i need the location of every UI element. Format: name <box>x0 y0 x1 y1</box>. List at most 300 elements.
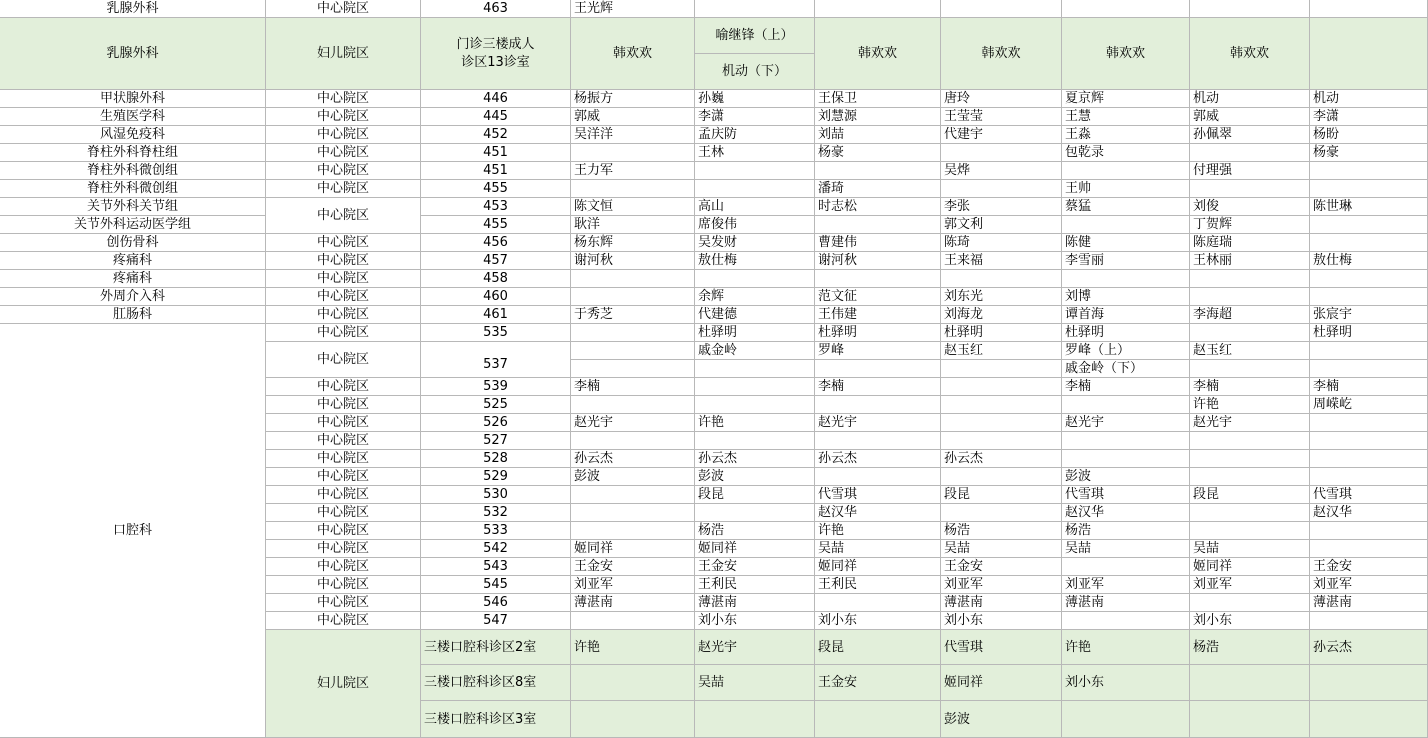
doctor-cell[interactable]: 孙巍 <box>695 90 815 108</box>
doctor-cell[interactable]: 吴喆 <box>695 665 815 701</box>
doctor-cell[interactable]: 段昆 <box>1190 486 1310 504</box>
doctor-cell[interactable]: 王伟建 <box>815 306 941 324</box>
doctor-cell[interactable]: 王金安 <box>571 558 695 576</box>
doctor-cell[interactable]: 韩欢欢 <box>1062 18 1190 90</box>
doctor-cell[interactable]: 李潇 <box>1310 108 1428 126</box>
doctor-cell[interactable] <box>695 504 815 522</box>
campus-cell[interactable]: 中心院区 <box>266 450 421 468</box>
room-cell[interactable]: 445 <box>421 108 571 126</box>
doctor-cell[interactable] <box>1062 162 1190 180</box>
doctor-cell[interactable]: 周嵘屹 <box>1310 396 1428 414</box>
doctor-cell[interactable]: 包乾录 <box>1062 144 1190 162</box>
doctor-cell[interactable] <box>1062 450 1190 468</box>
doctor-cell[interactable]: 薄湛南 <box>571 594 695 612</box>
doctor-cell[interactable]: 杨浩 <box>695 522 815 540</box>
doctor-cell[interactable] <box>1310 450 1428 468</box>
doctor-cell[interactable]: 段昆 <box>941 486 1062 504</box>
doctor-cell[interactable]: 李海超 <box>1190 306 1310 324</box>
department-cell[interactable]: 生殖医学科 <box>0 108 266 126</box>
doctor-cell[interactable]: 李楠 <box>815 378 941 396</box>
doctor-cell[interactable]: 代雪琪 <box>1310 486 1428 504</box>
department-cell[interactable]: 口腔科 <box>0 324 266 738</box>
doctor-cell[interactable]: 代建宇 <box>941 126 1062 144</box>
doctor-cell[interactable]: 段昆 <box>695 486 815 504</box>
campus-cell[interactable]: 中心院区 <box>266 270 421 288</box>
doctor-cell[interactable]: 杨盼 <box>1310 126 1428 144</box>
doctor-cell[interactable]: 刘亚军 <box>571 576 695 594</box>
room-cell[interactable]: 456 <box>421 234 571 252</box>
doctor-cell[interactable]: 许艳 <box>815 522 941 540</box>
doctor-cell[interactable] <box>941 432 1062 450</box>
doctor-cell[interactable]: 王保卫 <box>815 90 941 108</box>
doctor-cell[interactable] <box>1190 360 1310 378</box>
doctor-cell[interactable]: 张宸宇 <box>1310 306 1428 324</box>
doctor-cell[interactable] <box>1310 162 1428 180</box>
doctor-cell[interactable] <box>1190 432 1310 450</box>
room-cell[interactable]: 三楼口腔科诊区3室 <box>421 701 571 738</box>
room-cell[interactable]: 三楼口腔科诊区8室 <box>421 665 571 701</box>
room-cell[interactable]: 539 <box>421 378 571 396</box>
doctor-cell[interactable]: 范文征 <box>815 288 941 306</box>
doctor-cell[interactable]: 孟庆防 <box>695 126 815 144</box>
doctor-cell[interactable]: 刘亚军 <box>1310 576 1428 594</box>
campus-cell[interactable]: 中心院区 <box>266 378 421 396</box>
department-cell[interactable]: 肛肠科 <box>0 306 266 324</box>
doctor-cell[interactable] <box>1310 540 1428 558</box>
doctor-cell[interactable]: 许艳 <box>695 414 815 432</box>
department-cell[interactable]: 创伤骨科 <box>0 234 266 252</box>
room-cell[interactable]: 542 <box>421 540 571 558</box>
doctor-cell[interactable] <box>695 378 815 396</box>
campus-cell[interactable]: 妇儿院区 <box>266 630 421 738</box>
doctor-cell[interactable]: 孙云杰 <box>941 450 1062 468</box>
room-cell[interactable]: 453 <box>421 198 571 216</box>
doctor-cell[interactable]: 机动 <box>1310 90 1428 108</box>
doctor-cell[interactable] <box>1310 432 1428 450</box>
doctor-cell[interactable]: 陈世琳 <box>1310 198 1428 216</box>
doctor-cell[interactable] <box>1062 216 1190 234</box>
doctor-cell[interactable]: 姬同祥 <box>815 558 941 576</box>
doctor-cell[interactable]: 机动（下） <box>695 54 815 90</box>
doctor-cell[interactable] <box>941 0 1062 18</box>
doctor-cell[interactable]: 刘小东 <box>695 612 815 630</box>
doctor-cell[interactable]: 杜驿明 <box>941 324 1062 342</box>
doctor-cell[interactable]: 彭波 <box>941 701 1062 738</box>
doctor-cell[interactable] <box>571 396 695 414</box>
doctor-cell[interactable]: 孙云杰 <box>571 450 695 468</box>
campus-cell[interactable]: 中心院区 <box>266 486 421 504</box>
room-cell[interactable]: 530 <box>421 486 571 504</box>
doctor-cell[interactable]: 时志松 <box>815 198 941 216</box>
doctor-cell[interactable] <box>1310 216 1428 234</box>
doctor-cell[interactable] <box>815 701 941 738</box>
doctor-cell[interactable] <box>695 360 815 378</box>
doctor-cell[interactable]: 杨豪 <box>1310 144 1428 162</box>
doctor-cell[interactable]: 席俊伟 <box>695 216 815 234</box>
doctor-cell[interactable]: 孙云杰 <box>815 450 941 468</box>
doctor-cell[interactable]: 喻继锋（上） <box>695 18 815 54</box>
campus-cell[interactable]: 中心院区 <box>266 594 421 612</box>
doctor-cell[interactable] <box>815 396 941 414</box>
doctor-cell[interactable]: 赵汉华 <box>1062 504 1190 522</box>
doctor-cell[interactable]: 代雪琪 <box>815 486 941 504</box>
doctor-cell[interactable]: 杨振方 <box>571 90 695 108</box>
doctor-cell[interactable]: 吴发财 <box>695 234 815 252</box>
doctor-cell[interactable]: 王利民 <box>815 576 941 594</box>
doctor-cell[interactable]: 王金安 <box>695 558 815 576</box>
doctor-cell[interactable] <box>1062 612 1190 630</box>
doctor-cell[interactable]: 王来福 <box>941 252 1062 270</box>
department-cell[interactable]: 风湿免疫科 <box>0 126 266 144</box>
doctor-cell[interactable] <box>1062 701 1190 738</box>
doctor-cell[interactable] <box>1310 18 1428 90</box>
doctor-cell[interactable]: 戚金岭（下） <box>1062 360 1190 378</box>
doctor-cell[interactable]: 薄湛南 <box>941 594 1062 612</box>
doctor-cell[interactable]: 赵光宇 <box>815 414 941 432</box>
doctor-cell[interactable] <box>571 324 695 342</box>
doctor-cell[interactable] <box>815 432 941 450</box>
doctor-cell[interactable]: 陈文恒 <box>571 198 695 216</box>
doctor-cell[interactable] <box>815 468 941 486</box>
doctor-cell[interactable]: 杨浩 <box>941 522 1062 540</box>
doctor-cell[interactable] <box>1190 665 1310 701</box>
doctor-cell[interactable]: 刘亚军 <box>941 576 1062 594</box>
doctor-cell[interactable] <box>571 701 695 738</box>
doctor-cell[interactable]: 韩欢欢 <box>941 18 1062 90</box>
room-cell[interactable]: 451 <box>421 144 571 162</box>
room-cell[interactable]: 533 <box>421 522 571 540</box>
doctor-cell[interactable]: 潘琦 <box>815 180 941 198</box>
campus-cell[interactable]: 中心院区 <box>266 252 421 270</box>
department-cell[interactable]: 甲状腺外科 <box>0 90 266 108</box>
department-cell[interactable]: 疼痛科 <box>0 270 266 288</box>
room-cell[interactable]: 455 <box>421 180 571 198</box>
doctor-cell[interactable]: 曹建伟 <box>815 234 941 252</box>
doctor-cell[interactable]: 吴洋洋 <box>571 126 695 144</box>
doctor-cell[interactable]: 李雪丽 <box>1062 252 1190 270</box>
campus-cell[interactable]: 中心院区 <box>266 612 421 630</box>
doctor-cell[interactable] <box>1310 270 1428 288</box>
doctor-cell[interactable] <box>815 0 941 18</box>
doctor-cell[interactable]: 彭波 <box>571 468 695 486</box>
campus-cell[interactable]: 中心院区 <box>266 558 421 576</box>
doctor-cell[interactable]: 高山 <box>695 198 815 216</box>
doctor-cell[interactable]: 吴喆 <box>941 540 1062 558</box>
department-cell[interactable]: 疼痛科 <box>0 252 266 270</box>
doctor-cell[interactable]: 王利民 <box>695 576 815 594</box>
doctor-cell[interactable] <box>1190 522 1310 540</box>
doctor-cell[interactable]: 杨东辉 <box>571 234 695 252</box>
doctor-cell[interactable]: 赵光宇 <box>695 630 815 665</box>
doctor-cell[interactable] <box>1310 701 1428 738</box>
room-cell[interactable]: 三楼口腔科诊区2室 <box>421 630 571 665</box>
room-cell[interactable]: 446 <box>421 90 571 108</box>
department-cell[interactable]: 脊柱外科微创组 <box>0 180 266 198</box>
doctor-cell[interactable]: 李楠 <box>1190 378 1310 396</box>
doctor-cell[interactable]: 李张 <box>941 198 1062 216</box>
doctor-cell[interactable]: 敖仕梅 <box>1310 252 1428 270</box>
department-cell[interactable]: 乳腺外科 <box>0 0 266 18</box>
doctor-cell[interactable]: 吴烨 <box>941 162 1062 180</box>
doctor-cell[interactable]: 王金安 <box>941 558 1062 576</box>
doctor-cell[interactable]: 敖仕梅 <box>695 252 815 270</box>
doctor-cell[interactable]: 赵光宇 <box>1062 414 1190 432</box>
doctor-cell[interactable] <box>1310 234 1428 252</box>
room-cell[interactable] <box>421 18 571 90</box>
doctor-cell[interactable]: 李潇 <box>695 108 815 126</box>
doctor-cell[interactable] <box>1190 288 1310 306</box>
doctor-cell[interactable] <box>1310 180 1428 198</box>
doctor-cell[interactable]: 赵玉红 <box>1190 342 1310 360</box>
room-cell[interactable]: 526 <box>421 414 571 432</box>
doctor-cell[interactable] <box>815 162 941 180</box>
room-cell[interactable]: 537 <box>421 342 571 378</box>
room-cell[interactable]: 528 <box>421 450 571 468</box>
doctor-cell[interactable] <box>571 486 695 504</box>
doctor-cell[interactable]: 王林 <box>695 144 815 162</box>
doctor-cell[interactable] <box>571 612 695 630</box>
doctor-cell[interactable]: 谭首海 <box>1062 306 1190 324</box>
room-cell[interactable]: 452 <box>421 126 571 144</box>
room-cell[interactable]: 545 <box>421 576 571 594</box>
doctor-cell[interactable]: 赵光宇 <box>1190 414 1310 432</box>
campus-cell[interactable]: 中心院区 <box>266 90 421 108</box>
doctor-cell[interactable] <box>941 360 1062 378</box>
doctor-cell[interactable]: 刘慧源 <box>815 108 941 126</box>
doctor-cell[interactable]: 耿洋 <box>571 216 695 234</box>
doctor-cell[interactable] <box>695 432 815 450</box>
doctor-cell[interactable]: 姬同祥 <box>695 540 815 558</box>
doctor-cell[interactable] <box>941 144 1062 162</box>
doctor-cell[interactable]: 戚金岭 <box>695 342 815 360</box>
doctor-cell[interactable]: 王林丽 <box>1190 252 1310 270</box>
doctor-cell[interactable] <box>1190 701 1310 738</box>
doctor-cell[interactable]: 陈琦 <box>941 234 1062 252</box>
campus-cell[interactable]: 中心院区 <box>266 144 421 162</box>
doctor-cell[interactable] <box>1310 665 1428 701</box>
campus-cell[interactable]: 中心院区 <box>266 108 421 126</box>
doctor-cell[interactable]: 薄湛南 <box>695 594 815 612</box>
campus-cell[interactable]: 中心院区 <box>266 324 421 342</box>
doctor-cell[interactable] <box>815 216 941 234</box>
doctor-cell[interactable] <box>941 504 1062 522</box>
doctor-cell[interactable]: 刘喆 <box>815 126 941 144</box>
campus-cell[interactable]: 中心院区 <box>266 432 421 450</box>
doctor-cell[interactable] <box>1310 342 1428 360</box>
doctor-cell[interactable]: 谢河秋 <box>815 252 941 270</box>
doctor-cell[interactable]: 罗峰 <box>815 342 941 360</box>
campus-cell[interactable]: 中心院区 <box>266 288 421 306</box>
doctor-cell[interactable]: 杨豪 <box>815 144 941 162</box>
doctor-cell[interactable]: 姬同祥 <box>1190 558 1310 576</box>
doctor-cell[interactable] <box>571 522 695 540</box>
doctor-cell[interactable] <box>1190 0 1310 18</box>
doctor-cell[interactable]: 刘亚军 <box>1062 576 1190 594</box>
doctor-cell[interactable] <box>1310 414 1428 432</box>
doctor-cell[interactable]: 陈庭瑞 <box>1190 234 1310 252</box>
campus-cell[interactable]: 中心院区 <box>266 576 421 594</box>
department-cell[interactable]: 关节外科关节组 <box>0 198 266 216</box>
campus-cell[interactable]: 中心院区 <box>266 162 421 180</box>
doctor-cell[interactable]: 韩欢欢 <box>571 18 695 90</box>
doctor-cell[interactable] <box>571 504 695 522</box>
doctor-cell[interactable]: 刘小东 <box>941 612 1062 630</box>
doctor-cell[interactable]: 段昆 <box>815 630 941 665</box>
doctor-cell[interactable] <box>941 414 1062 432</box>
doctor-cell[interactable] <box>571 288 695 306</box>
doctor-cell[interactable]: 许艳 <box>1062 630 1190 665</box>
doctor-cell[interactable]: 孙云杰 <box>1310 630 1428 665</box>
doctor-cell[interactable]: 孙云杰 <box>695 450 815 468</box>
doctor-cell[interactable] <box>941 270 1062 288</box>
doctor-cell[interactable]: 王淼 <box>1062 126 1190 144</box>
doctor-cell[interactable]: 刘博 <box>1062 288 1190 306</box>
room-cell[interactable]: 547 <box>421 612 571 630</box>
doctor-cell[interactable] <box>941 396 1062 414</box>
doctor-cell[interactable]: 王光辉 <box>571 0 695 18</box>
room-cell[interactable]: 535 <box>421 324 571 342</box>
doctor-cell[interactable] <box>1062 432 1190 450</box>
doctor-cell[interactable]: 薄湛南 <box>1062 594 1190 612</box>
doctor-cell[interactable]: 王金安 <box>815 665 941 701</box>
campus-cell[interactable]: 中心院区 <box>266 234 421 252</box>
doctor-cell[interactable]: 刘东光 <box>941 288 1062 306</box>
campus-cell[interactable]: 中心院区 <box>266 126 421 144</box>
doctor-cell[interactable]: 李楠 <box>571 378 695 396</box>
doctor-cell[interactable] <box>1190 144 1310 162</box>
doctor-cell[interactable] <box>1190 450 1310 468</box>
doctor-cell[interactable] <box>941 180 1062 198</box>
doctor-cell[interactable]: 刘小东 <box>1190 612 1310 630</box>
doctor-cell[interactable] <box>1062 558 1190 576</box>
doctor-cell[interactable] <box>1310 288 1428 306</box>
doctor-cell[interactable]: 赵汉华 <box>1310 504 1428 522</box>
room-cell[interactable]: 463 <box>421 0 571 18</box>
doctor-cell[interactable]: 杜驿明 <box>695 324 815 342</box>
doctor-cell[interactable] <box>1190 180 1310 198</box>
room-cell[interactable]: 460 <box>421 288 571 306</box>
doctor-cell[interactable]: 杜驿明 <box>1062 324 1190 342</box>
doctor-cell[interactable] <box>1062 396 1190 414</box>
doctor-cell[interactable] <box>941 378 1062 396</box>
doctor-cell[interactable]: 余辉 <box>695 288 815 306</box>
doctor-cell[interactable]: 杜驿明 <box>815 324 941 342</box>
campus-cell[interactable]: 中心院区 <box>266 180 421 198</box>
doctor-cell[interactable]: 吴喆 <box>815 540 941 558</box>
doctor-cell[interactable]: 吴喆 <box>1062 540 1190 558</box>
doctor-cell[interactable]: 彭波 <box>695 468 815 486</box>
doctor-cell[interactable] <box>1310 0 1428 18</box>
doctor-cell[interactable]: 丁贺辉 <box>1190 216 1310 234</box>
doctor-cell[interactable] <box>815 594 941 612</box>
doctor-cell[interactable]: 王帅 <box>1062 180 1190 198</box>
doctor-cell[interactable]: 陈健 <box>1062 234 1190 252</box>
doctor-cell[interactable] <box>1190 594 1310 612</box>
department-cell[interactable]: 关节外科运动医学组 <box>0 216 266 234</box>
department-cell[interactable]: 外周介入科 <box>0 288 266 306</box>
department-cell[interactable]: 脊柱外科微创组 <box>0 162 266 180</box>
room-cell[interactable]: 457 <box>421 252 571 270</box>
doctor-cell[interactable] <box>571 665 695 701</box>
doctor-cell[interactable] <box>1190 324 1310 342</box>
campus-cell[interactable]: 中心院区 <box>266 198 421 234</box>
room-cell[interactable]: 527 <box>421 432 571 450</box>
doctor-cell[interactable] <box>571 342 695 360</box>
room-cell[interactable]: 525 <box>421 396 571 414</box>
doctor-cell[interactable]: 代雪琪 <box>1062 486 1190 504</box>
room-cell[interactable]: 529 <box>421 468 571 486</box>
doctor-cell[interactable] <box>1062 270 1190 288</box>
doctor-cell[interactable] <box>571 360 695 378</box>
doctor-cell[interactable] <box>571 180 695 198</box>
doctor-cell[interactable]: 刘俊 <box>1190 198 1310 216</box>
campus-cell[interactable]: 中心院区 <box>266 396 421 414</box>
doctor-cell[interactable]: 唐玲 <box>941 90 1062 108</box>
doctor-cell[interactable]: 吴喆 <box>1190 540 1310 558</box>
doctor-cell[interactable] <box>695 180 815 198</box>
room-cell[interactable]: 546 <box>421 594 571 612</box>
doctor-cell[interactable]: 李楠 <box>1062 378 1190 396</box>
doctor-cell[interactable]: 许艳 <box>1190 396 1310 414</box>
doctor-cell[interactable]: 刘海龙 <box>941 306 1062 324</box>
room-cell[interactable]: 543 <box>421 558 571 576</box>
campus-cell[interactable]: 中心院区 <box>266 522 421 540</box>
campus-cell[interactable]: 中心院区 <box>266 0 421 18</box>
doctor-cell[interactable]: 王慧 <box>1062 108 1190 126</box>
doctor-cell[interactable] <box>815 270 941 288</box>
doctor-cell[interactable]: 王力军 <box>571 162 695 180</box>
doctor-cell[interactable]: 郭威 <box>571 108 695 126</box>
doctor-cell[interactable]: 机动 <box>1190 90 1310 108</box>
doctor-cell[interactable]: 蔡猛 <box>1062 198 1190 216</box>
doctor-cell[interactable]: 薄湛南 <box>1310 594 1428 612</box>
doctor-cell[interactable]: 李楠 <box>1310 378 1428 396</box>
doctor-cell[interactable] <box>1310 468 1428 486</box>
doctor-cell[interactable]: 赵光宇 <box>571 414 695 432</box>
doctor-cell[interactable] <box>695 0 815 18</box>
doctor-cell[interactable]: 罗峰（上） <box>1062 342 1190 360</box>
campus-cell[interactable]: 中心院区 <box>266 540 421 558</box>
doctor-cell[interactable]: 姬同祥 <box>571 540 695 558</box>
doctor-cell[interactable]: 郭文利 <box>941 216 1062 234</box>
doctor-cell[interactable]: 赵汉华 <box>815 504 941 522</box>
doctor-cell[interactable]: 夏京辉 <box>1062 90 1190 108</box>
campus-cell[interactable]: 中心院区 <box>266 414 421 432</box>
doctor-cell[interactable]: 于秀芝 <box>571 306 695 324</box>
room-cell[interactable]: 532 <box>421 504 571 522</box>
doctor-cell[interactable]: 彭波 <box>1062 468 1190 486</box>
room-cell[interactable]: 461 <box>421 306 571 324</box>
doctor-cell[interactable]: 刘亚军 <box>1190 576 1310 594</box>
doctor-cell[interactable] <box>941 468 1062 486</box>
doctor-cell[interactable] <box>1190 468 1310 486</box>
doctor-cell[interactable]: 代建德 <box>695 306 815 324</box>
doctor-cell[interactable] <box>1190 504 1310 522</box>
doctor-cell[interactable] <box>695 162 815 180</box>
doctor-cell[interactable]: 杜驿明 <box>1310 324 1428 342</box>
doctor-cell[interactable] <box>695 701 815 738</box>
doctor-cell[interactable]: 杨浩 <box>1062 522 1190 540</box>
doctor-cell[interactable]: 刘小东 <box>815 612 941 630</box>
doctor-cell[interactable]: 刘小东 <box>1062 665 1190 701</box>
doctor-cell[interactable] <box>571 270 695 288</box>
campus-cell[interactable]: 妇儿院区 <box>266 18 421 90</box>
doctor-cell[interactable] <box>815 360 941 378</box>
campus-cell[interactable]: 中心院区 <box>266 504 421 522</box>
doctor-cell[interactable]: 杨浩 <box>1190 630 1310 665</box>
doctor-cell[interactable]: 王莹莹 <box>941 108 1062 126</box>
doctor-cell[interactable]: 郭威 <box>1190 108 1310 126</box>
